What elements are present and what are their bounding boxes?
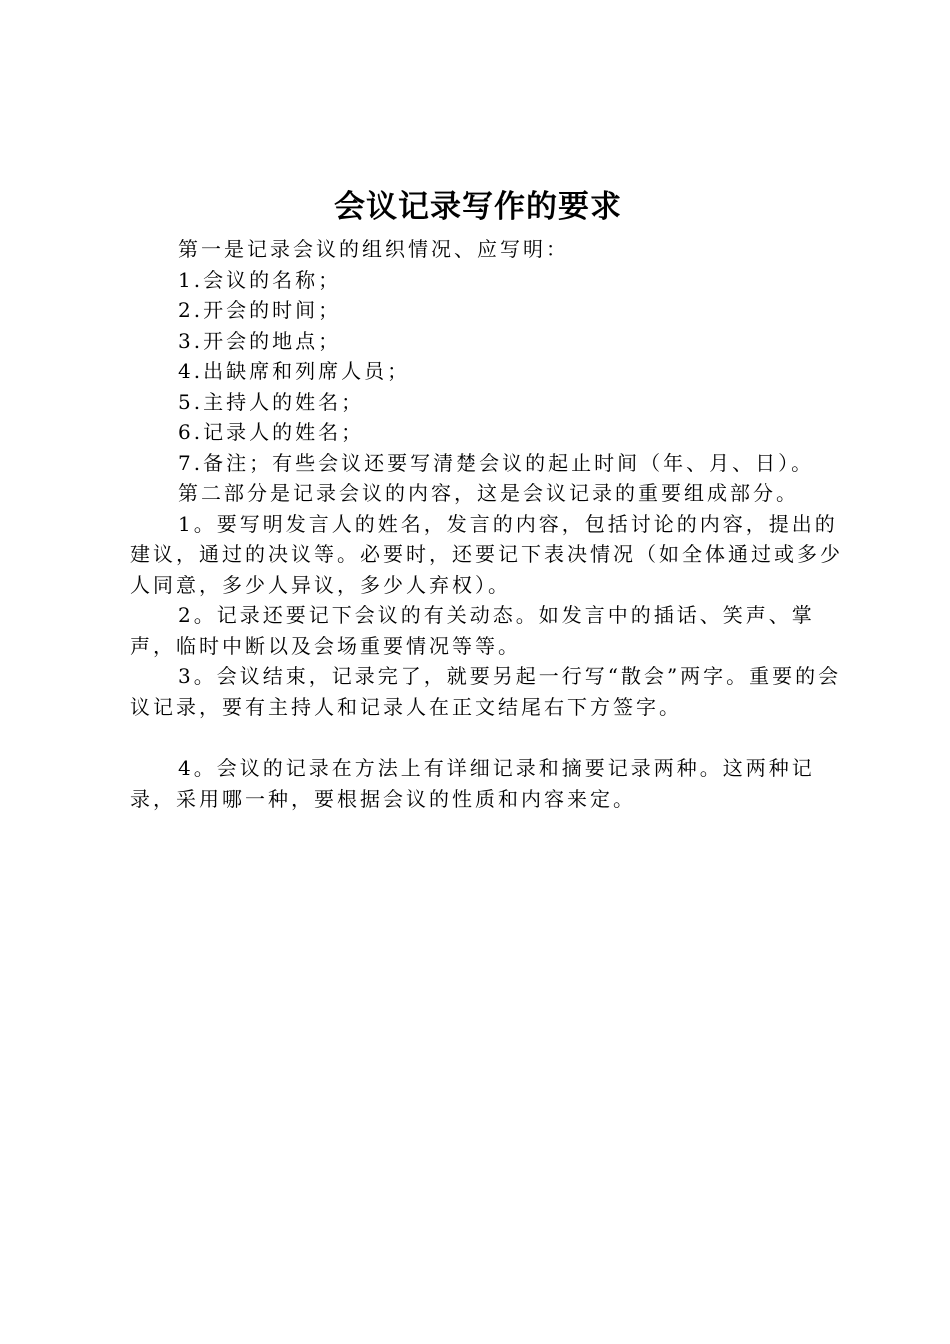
list-item-meeting-place: 3.开会的地点； (178, 328, 342, 353)
paragraph-point-3: 3。会议结束，记录完了，就要另起一行写“散会”两字。重要的会议记录，要有主持人和记录人在正文结尾右下方签字。 (130, 664, 842, 719)
paragraph-point-4: 4。会议的记录在方法上有详细记录和摘要记录两种。这两种记录，采用哪一种，要根据会议的性质和内容来定。 (130, 756, 815, 811)
document-body (130, 234, 852, 814)
list-item-remarks: 7.备注；有些会议还要写清楚会议的起止时间（年、月、日）。 (178, 450, 815, 475)
document-title: 会议记录写作的要求 (334, 189, 622, 225)
paragraph-section-two-intro: 第二部分是记录会议的内容，这是会议记录的重要组成部分。 (178, 481, 799, 505)
list-item-recorder-name: 6.记录人的姓名； (178, 420, 365, 444)
paragraph-point-1: 1。要写明发言人的姓名，发言的内容，包括讨论的内容，提出的建议，通过的决议等。必要时，还要记下表决情况（如全体通过或多少人同意，多少人异议，多少人弃权）。 (130, 511, 843, 597)
list-item-host-name: 5.主持人的姓名； (178, 389, 365, 414)
list-item-meeting-name: 1.会议的名称； (178, 267, 342, 292)
paragraph-section-one-intro: 第一是记录会议的组织情况、应写明： (178, 237, 569, 261)
paragraph-point-2: 2。记录还要记下会议的有关动态。如发言中的插话、笑声、掌声，临时中断以及会场重要情况等等。 (130, 603, 815, 658)
list-item-meeting-time: 2.开会的时间； (178, 298, 342, 322)
list-item-attendance: 4.出缺席和列席人员； (178, 359, 411, 383)
